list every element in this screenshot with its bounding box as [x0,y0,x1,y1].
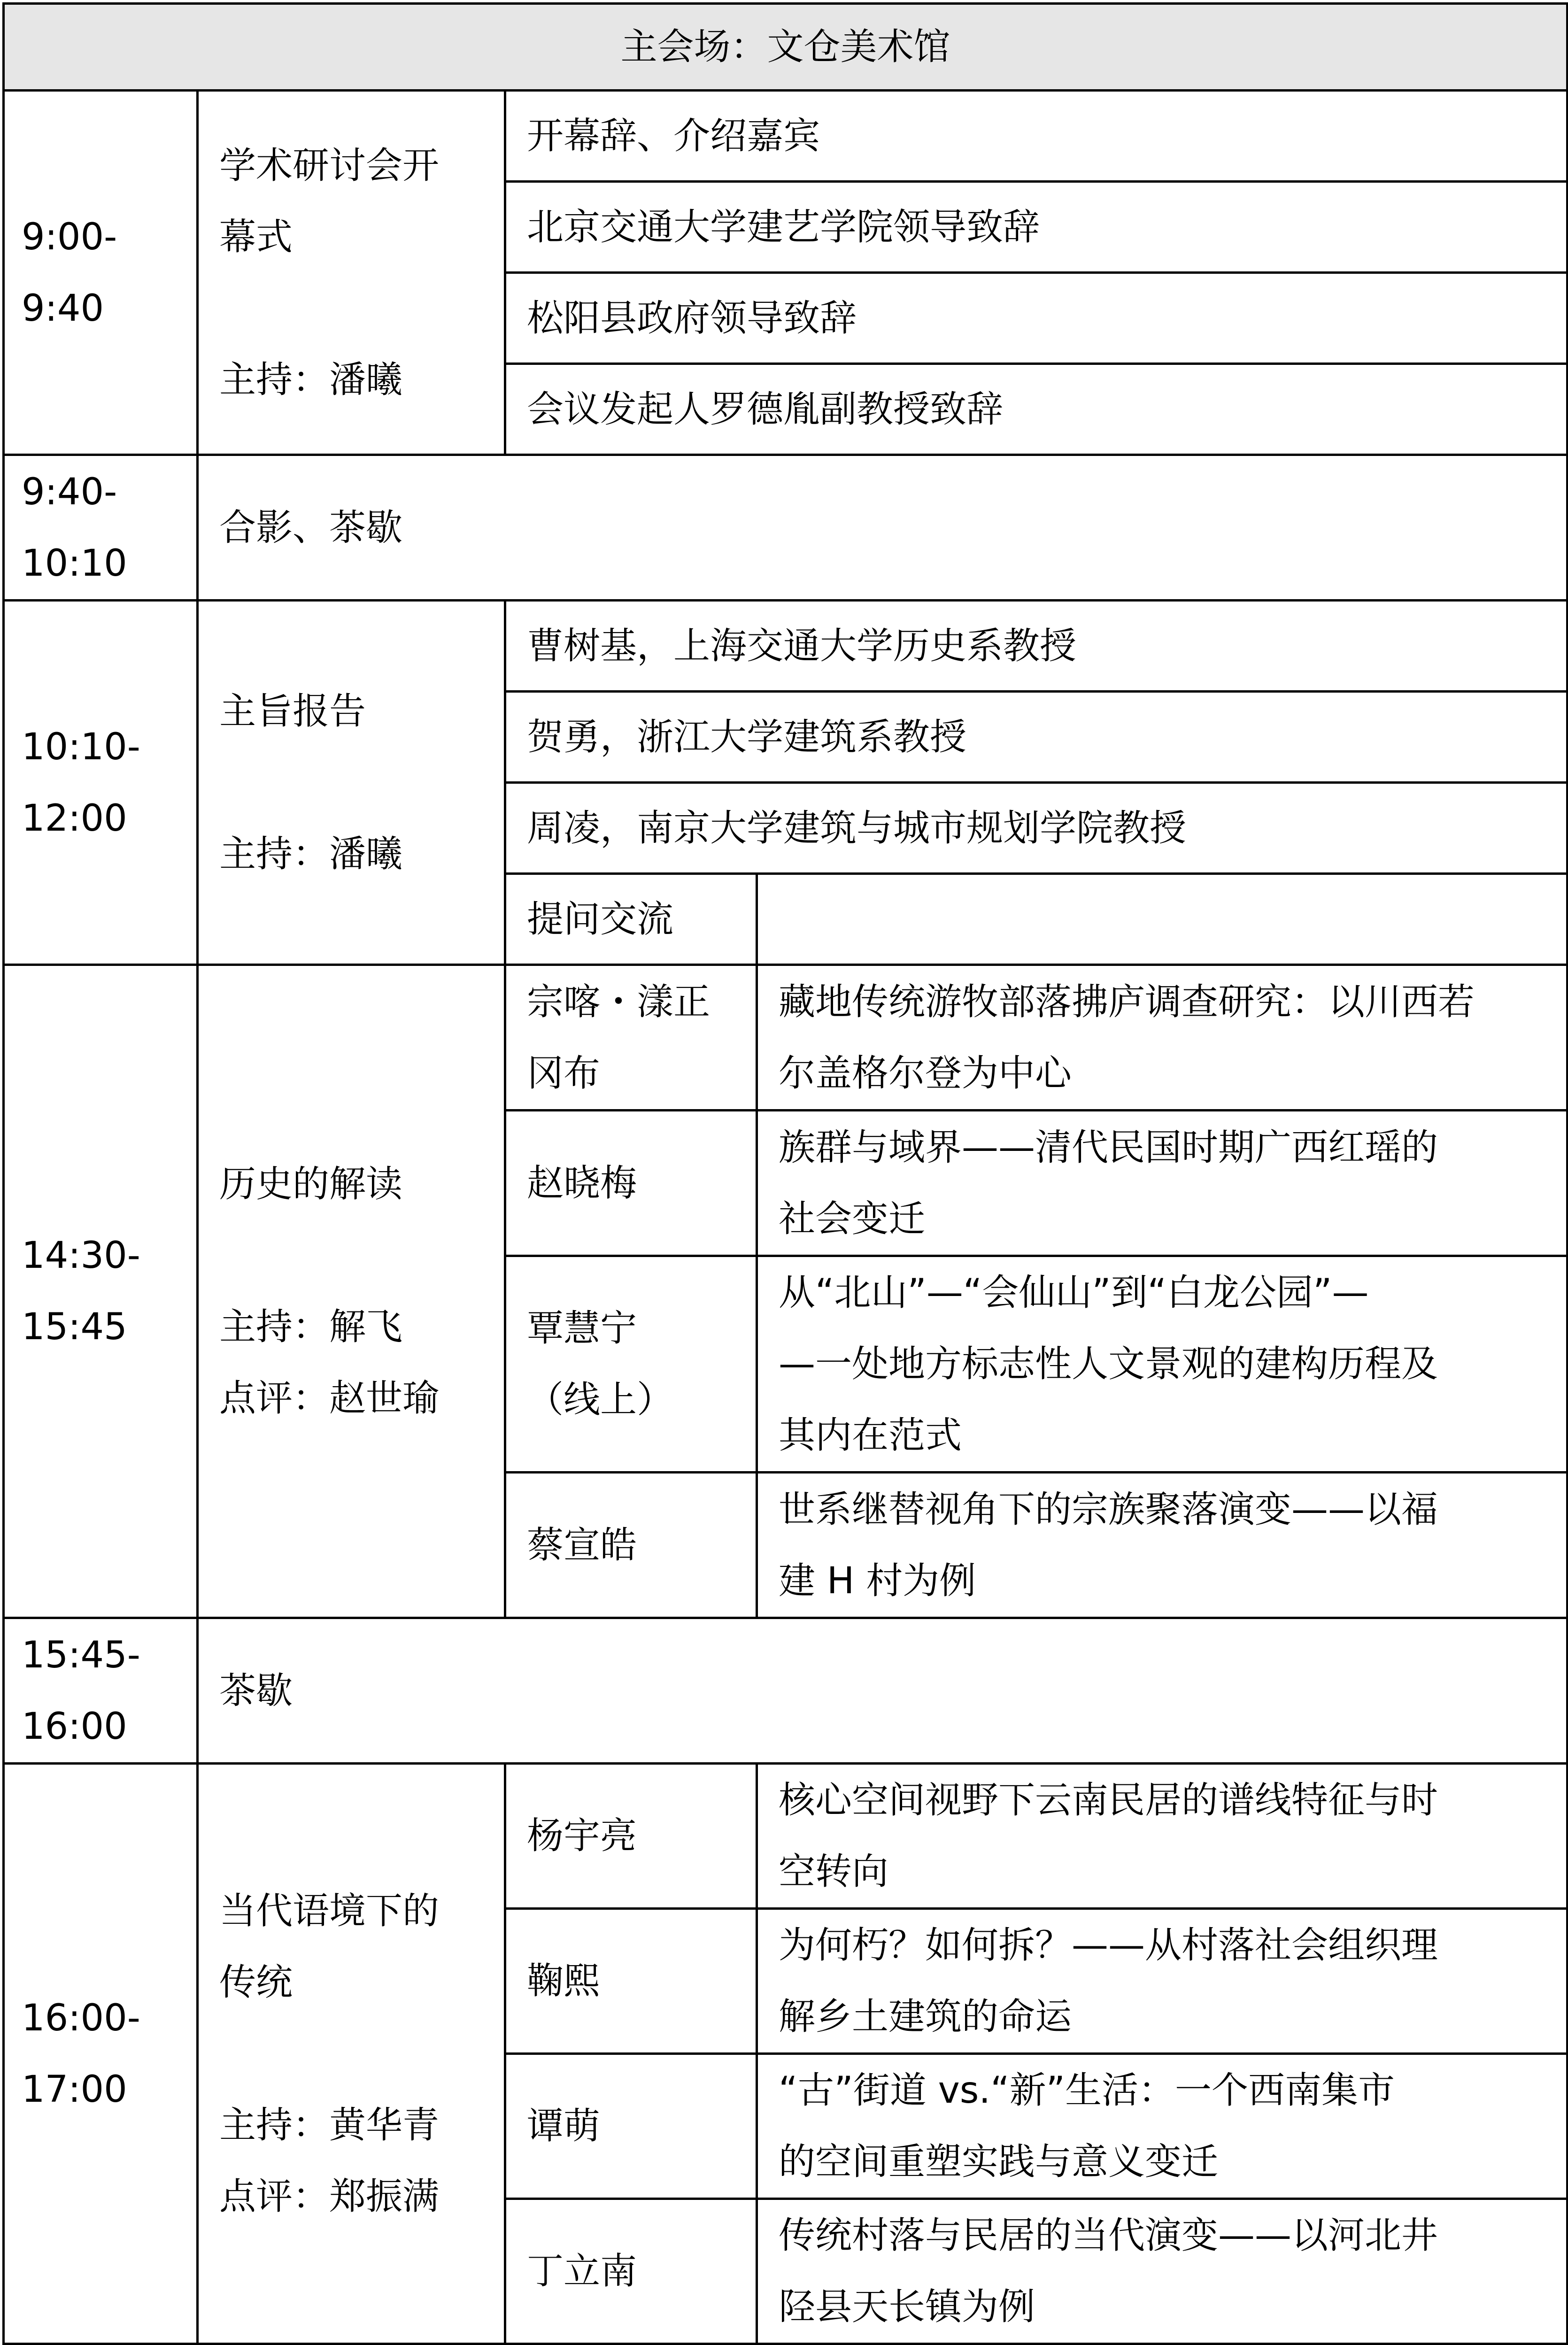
session-title: 主旨报告 主持：潘曦 [198,601,505,965]
session-time: 10:10- 12:00 [4,601,198,965]
session-row [4,965,1568,1111]
talk-topic: 从“北山”—“会仙山”到“白龙公园”— —一处地方标志性人文景观的建构历程及 其内在范式 [757,1256,1568,1473]
session-time: 14:30- 15:45 [4,965,198,1618]
session-time: 9:00- 9:40 [4,91,198,455]
talk-topic: “古”街道 vs.“新”生活：一个西南集市 的空间重塑实践与意义变迁 [757,2054,1568,2199]
session-time: 15:45- 16:00 [4,1618,198,1764]
speaker-name: 蔡宣皓 [505,1473,757,1618]
session-row [4,91,1568,182]
session-title: 茶歇 [198,1618,1568,1764]
agenda-item: 松阳县政府领导致辞 [505,273,1568,364]
session-host: 主持：潘曦 [219,358,403,401]
talk-topic: 核心空间视野下云南民居的谱线特征与时 空转向 [757,1764,1568,1909]
agenda-item: 贺勇，浙江大学建筑系教授 [505,692,1568,783]
agenda-item: 提问交流 [505,874,757,965]
talk-topic: 为何朽？如何拆？——从村落社会组织理 解乡土建筑的命运 [757,1909,1568,2054]
session-title: 历史的解读 主持：解飞 点评：赵世瑜 [198,965,505,1618]
session-host: 主持：解飞 [219,1306,403,1348]
session-time: 16:00- 17:00 [4,1764,198,2344]
agenda-item: 曹树基，上海交通大学历史系教授 [505,601,1568,692]
talk-topic: 传统村落与民居的当代演变——以河北井 陉县天长镇为例 [757,2199,1568,2344]
session-row [4,455,1568,601]
session-row [4,1764,1568,1909]
session-host: 主持：黄华青 [219,2104,440,2146]
session-row [4,1618,1568,1764]
speaker-name: 宗喀・漾正 冈布 [505,965,757,1111]
agenda-item: 会议发起人罗德胤副教授致辞 [505,364,1568,455]
header-row [4,4,1568,91]
agenda-item: 开幕辞、介绍嘉宾 [505,91,1568,182]
session-host: 主持：潘曦 [219,833,403,875]
schedule-table [2,2,1568,2345]
talk-topic: 族群与域界——清代民国时期广西红瑶的 社会变迁 [757,1111,1568,1256]
speaker-name: 覃慧宁 （线上） [505,1256,757,1473]
speaker-name: 谭萌 [505,2054,757,2199]
speaker-name: 赵晓梅 [505,1111,757,1256]
session-reviewer: 点评：郑振满 [219,2175,440,2218]
agenda-item: 周凌，南京大学建筑与城市规划学院教授 [505,783,1568,874]
speaker-name: 鞠熙 [505,1909,757,2054]
empty-cell [757,874,1568,965]
session-title: 合影、茶歇 [198,455,1568,601]
speaker-name: 丁立南 [505,2199,757,2344]
session-reviewer: 点评：赵世瑜 [219,1377,440,1419]
talk-topic: 世系继替视角下的宗族聚落演变——以福 建 H 村为例 [757,1473,1568,1618]
agenda-item: 北京交通大学建艺学院领导致辞 [505,182,1568,273]
session-row [4,601,1568,692]
speaker-name: 杨宇亮 [505,1764,757,1909]
venue-title: 主会场：文仓美术馆 [4,4,1568,91]
session-title: 当代语境下的 传统 主持：黄华青 点评：郑振满 [198,1764,505,2344]
session-title: 学术研讨会开 幕式 主持：潘曦 [198,91,505,455]
session-time: 9:40- 10:10 [4,455,198,601]
talk-topic: 藏地传统游牧部落拂庐调查研究：以川西若 尔盖格尔登为中心 [757,965,1568,1111]
